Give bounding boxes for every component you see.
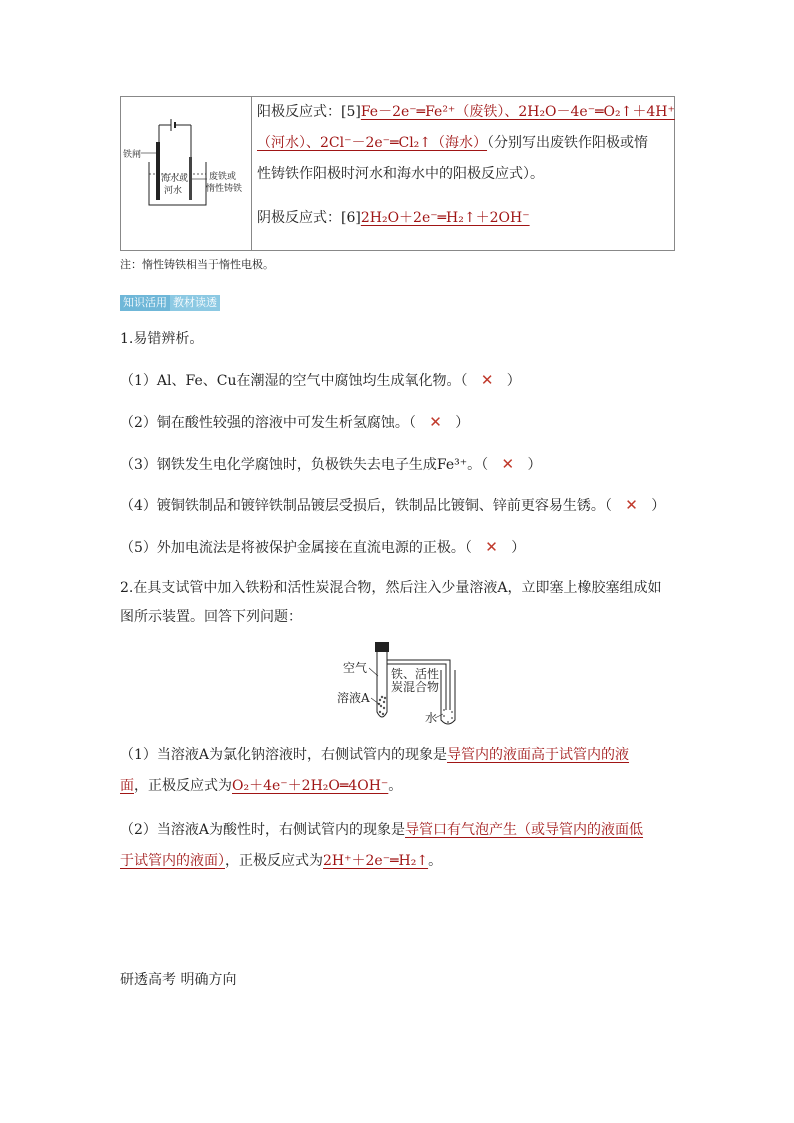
wrong-mark-icon: ✕	[501, 455, 515, 473]
q1-item-1: （1）Al、Fe、Cu在潮湿的空气中腐蚀均生成氧化物。（ ✕ ）	[120, 371, 521, 389]
q2-answer-1-line-2: 面，正极反应式为O₂＋4e⁻＋2H₂O═4OH⁻。	[120, 778, 403, 794]
q1-title: 1.易错辨析。	[120, 331, 204, 347]
water-label-1: 海水或	[161, 174, 189, 184]
q1-item-4: （4）镀铜铁制品和镀锌铁制品镀层受损后，铁制品比镀铜、锌前更容易生锈。（ ✕ ）	[120, 496, 666, 514]
anode-prefix: 阳极反应式：[5]	[257, 104, 361, 120]
reaction-table	[120, 96, 675, 251]
apparatus-figure	[335, 640, 470, 730]
electrolysis-diagram	[121, 97, 251, 252]
q2-title-line-2: 图所示装置。回答下列问题：	[120, 609, 302, 625]
wrong-mark-icon: ✕	[480, 371, 494, 389]
q1-item-3: （3）钢铁发生电化学腐蚀时，负极铁失去电子生成Fe³⁺。（ ✕ ）	[120, 455, 542, 473]
anode-line-3	[257, 164, 544, 184]
anode-line-2	[257, 133, 648, 153]
fig-solution-label: 溶液A	[337, 691, 370, 705]
right-electrode-label-1: 废铁或	[209, 172, 237, 182]
section-tags	[120, 291, 220, 311]
q2-answer-1-phenomenon: 导管内的液面高于试管内的液	[447, 747, 630, 763]
anode-note: （分别写出废铁作阳极或惰	[487, 135, 649, 151]
anode-equation-2: （河水）、2Cl⁻－2e⁻═Cl₂↑（海水）	[257, 135, 488, 151]
anode-line-1	[257, 102, 675, 122]
cathode-prefix: 阴极反应式：[6]	[257, 210, 361, 226]
q2-answer-2-line-1: （2）当溶液A为酸性时，右侧试管内的现象是导管口有气泡产生（或导管内的液面低	[120, 822, 644, 838]
wrong-mark-icon: ✕	[485, 538, 498, 556]
fig-air-label: 空气	[343, 661, 368, 675]
q1-item-5: （5）外加电流法是将被保护金属接在直流电源的正极。（ ✕ ）	[120, 538, 526, 556]
q2-title-line-1: 2.在具支试管中加入铁粉和活性炭混合物，然后注入少量溶液A，立即塞上橡胶塞组成如	[120, 580, 662, 596]
q2-answer-2-line-2: 于试管内的液面），正极反应式为2H⁺＋2e⁻═H₂↑。	[120, 853, 443, 869]
table-divider	[251, 97, 252, 250]
tag-textbook-read: 教材读透	[170, 295, 220, 311]
electrode-label: 铁闸	[123, 150, 142, 160]
cathode-line	[257, 208, 530, 228]
wrong-mark-icon: ✕	[429, 413, 442, 431]
q2-answer-2-phenomenon: 导管口有气泡产生（或导管内的液面低	[405, 822, 644, 838]
fig-water-label: 水	[425, 711, 438, 725]
table-note: 注：惰性铸铁相当于惰性电极。	[120, 258, 274, 271]
right-electrode-label-2: 惰性铸铁	[206, 184, 243, 194]
q2-answer-1-equation: O₂＋4e⁻＋2H₂O═4OH⁻	[232, 778, 389, 794]
anode-equation-1: Fe－2e⁻═Fe²⁺（废铁）、2H₂O－4e⁻═O₂↑＋4H⁺	[360, 104, 675, 120]
q1-item-2: （2）铜在酸性较强的溶液中可发生析氢腐蚀。（ ✕ ）	[120, 413, 470, 431]
anode-note-2: 性铸铁作阳极时河水和海水中的阳极反应式）。	[257, 166, 544, 182]
section-heading: 研透高考 明确方向	[120, 972, 237, 988]
tag-knowledge-apply: 知识活用	[120, 295, 170, 311]
water-label-2: 河水	[164, 186, 183, 196]
q2-answer-1-line-1: （1）当溶液A为氯化钠溶液时，右侧试管内的现象是导管内的液面高于试管内的液	[120, 747, 630, 763]
wrong-mark-icon: ✕	[625, 496, 638, 514]
fig-mix-label-1: 铁、活性	[391, 667, 440, 681]
q2-answer-2-equation: 2H⁺＋2e⁻═H₂↑	[323, 853, 429, 869]
fig-mix-label-2: 炭混合物	[391, 680, 440, 694]
cathode-equation: 2H₂O＋2e⁻═H₂↑＋2OH⁻	[360, 210, 530, 226]
